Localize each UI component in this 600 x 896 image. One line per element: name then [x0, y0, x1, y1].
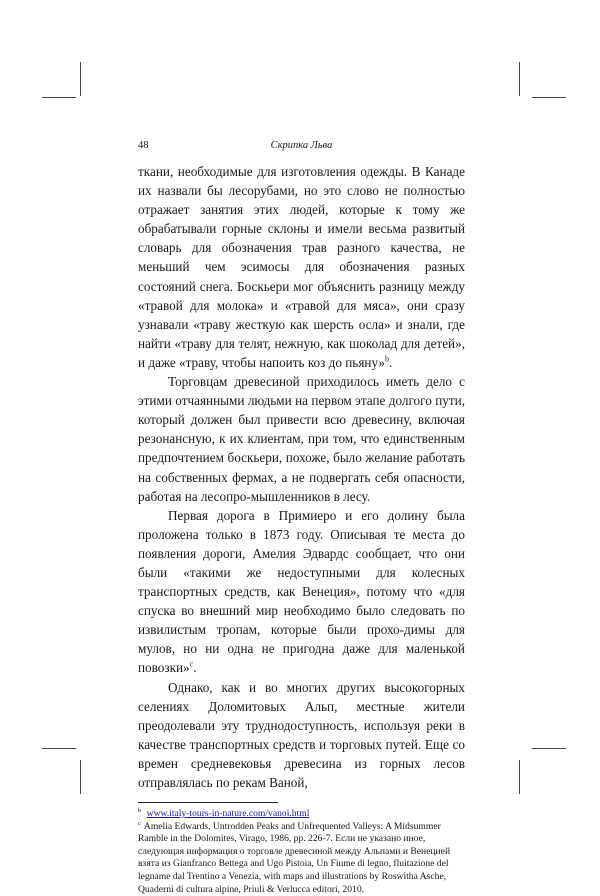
- crop-mark: [519, 760, 520, 794]
- footnote-ref: b: [384, 354, 389, 364]
- body-text: [138, 162, 465, 792]
- footnote: [138, 821, 465, 896]
- running-head: [138, 140, 465, 156]
- footnote-mark: b: [138, 806, 142, 814]
- footnote: [138, 808, 465, 821]
- book-page: [138, 140, 465, 896]
- footnote-divider: [138, 802, 278, 803]
- paragraph: Первая дорога в Примиеро и его долину была проложена только в 1873 году. Описывая те места до появления дороги, Амелия Эдвардс сообщает, что они были «такими же недоступными для колесных транспортных средств, как Венеция», потому что «для спуска во внешний мир необходимо было следовать по извилистым тропам, которые были прохо-димы для мулов, но ни одна не пригодна даже для маленькой повозки»$^c$.: [138, 507, 465, 676]
- footnote-mark: c: [138, 819, 141, 827]
- paragraph: ткани, необходимые для изготовления одежды. В Канаде их назвали бы лесорубами, но это слово не полностью отражает занятия этих людей, которые к тому же обрабатывали горные склоны и имели весьма развитый словарь для обозначения трав разного качества, не меньший чем эсимосы для обозначения разных состояний снега. Боскьери мог объяснить разницу между «травой для молока» и «травой для мяса», они сразу узнавали «траву жесткую как шерсть осла» и знали, где найти «траву для телят, нежную, как шоколад для детей», и даже «траву, чтобы напоить коз до пьяну»$^b$.: [138, 164, 465, 370]
- footnote-ref: c: [189, 660, 194, 670]
- crop-mark: [42, 748, 76, 749]
- crop-mark: [80, 760, 81, 794]
- footnotes: [138, 808, 465, 896]
- paragraph: Однако, как и во многих других высокогорных селениях Доломитовых Альп, местные жители преодолевали эту труднодоступность, используя реки в качестве транспортных средств и торговых путей. Еще со времен средневековья древесина из горных лесов отправлялась по рекам Ваной,: [138, 679, 465, 790]
- crop-mark: [532, 97, 566, 98]
- crop-mark: [519, 62, 520, 96]
- footnote-link[interactable]: www.italy-tours-in-nature.com/vanoi.html: [146, 808, 310, 820]
- crop-mark: [42, 97, 76, 98]
- running-title: Скрипка Льва: [270, 140, 333, 151]
- crop-mark: [80, 62, 81, 96]
- page-number: 48: [138, 140, 149, 151]
- paragraph: Торговцам древесиной приходилось иметь дело с этими отчаянными людьми на первом этапе долгого пути, который должен был привести всю древесину, включая резонансную, к их клиентам, при том, что единственным предпочтением боскьери, похоже, было желание работать на собственных фермах, а не подвергать себя опасности, работая на лесопро-мышленников в лесу.: [138, 374, 465, 504]
- footnote-text: Amelia Edwards, Untrodden Peaks and Unfrequented Valleys: A Midsummer Ramble in the Dolomites, Virago, 1986, pp. 226-7. Если не указано иное, следующая информация о торговле древесиной между Альпами и Венецией взята из Gianfranco Bettega and Ugo Pistoia, Un Fiume di legno, fluitazione del legname dal Trentino a Venezia, with maps and illustrations by Roswitha Asche, Quaderni di cultura alpine, Priuli & Verlucca editori, 2010.: [138, 820, 451, 895]
- crop-mark: [532, 748, 566, 749]
